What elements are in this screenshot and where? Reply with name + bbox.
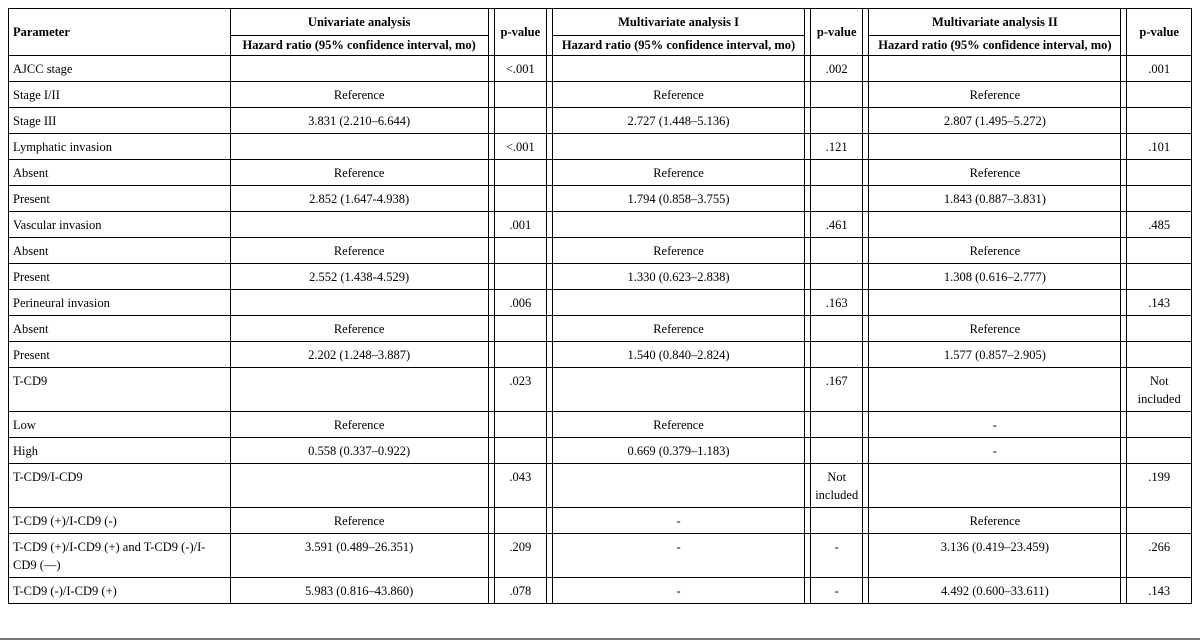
cell-multivariate-1-pvalue: .163 [811, 290, 863, 316]
cell-univariate-hazard-ratio: Reference [230, 508, 488, 534]
cell-multivariate-2-pvalue: .101 [1127, 134, 1192, 160]
cell-univariate-hazard-ratio: 2.852 (1.647-4.938) [230, 186, 488, 212]
cell-parameter: Lymphatic invasion [9, 134, 231, 160]
cell-multivariate-2-pvalue [1127, 342, 1192, 368]
cell-multivariate-1-hazard-ratio: 0.669 (0.379–1.183) [553, 438, 805, 464]
cell-multivariate-2-pvalue [1127, 108, 1192, 134]
cell-multivariate-1-hazard-ratio: - [553, 578, 805, 604]
cell-multivariate-1-pvalue [811, 160, 863, 186]
cell-multivariate-2-hazard-ratio: Reference [869, 160, 1121, 186]
table-row [9, 212, 1192, 238]
cell-multivariate-1-hazard-ratio [553, 212, 805, 238]
page-bottom-rule [0, 638, 1200, 640]
cell-multivariate-2-pvalue: Not included [1127, 368, 1192, 412]
cell-multivariate-2-pvalue: .199 [1127, 464, 1192, 508]
cell-univariate-hazard-ratio [230, 56, 488, 82]
header-parameter: Parameter [9, 9, 231, 56]
table-row [9, 534, 1192, 578]
cell-multivariate-1-hazard-ratio: Reference [553, 160, 805, 186]
cell-univariate-pvalue [494, 264, 546, 290]
cell-multivariate-1-hazard-ratio: - [553, 508, 805, 534]
cell-multivariate-1-pvalue: - [811, 578, 863, 604]
cell-parameter: T-CD9 (+)/I-CD9 (+) and T-CD9 (-)/I-CD9 (—) [9, 534, 231, 578]
cell-univariate-pvalue [494, 508, 546, 534]
cell-parameter: Absent [9, 238, 231, 264]
table-row [9, 290, 1192, 316]
header-multivariate-2-pvalue: p-value [1127, 9, 1192, 56]
cell-univariate-pvalue [494, 238, 546, 264]
table-row [9, 368, 1192, 412]
cell-parameter: Vascular invasion [9, 212, 231, 238]
cell-multivariate-1-hazard-ratio [553, 464, 805, 508]
table-row [9, 186, 1192, 212]
cell-univariate-hazard-ratio: 0.558 (0.337–0.922) [230, 438, 488, 464]
table-body [9, 56, 1192, 604]
cell-parameter: T-CD9 [9, 368, 231, 412]
cell-parameter: Perineural invasion [9, 290, 231, 316]
cell-parameter: Low [9, 412, 231, 438]
cell-univariate-hazard-ratio [230, 212, 488, 238]
cell-multivariate-2-hazard-ratio [869, 56, 1121, 82]
header-multivariate-2: Multivariate analysis II [869, 9, 1121, 36]
cell-multivariate-2-pvalue [1127, 316, 1192, 342]
cell-multivariate-2-pvalue [1127, 264, 1192, 290]
cell-multivariate-1-pvalue [811, 412, 863, 438]
header-multivariate-1-hazard-ratio: Hazard ratio (95% confidence interval, mo) [553, 36, 805, 56]
cell-multivariate-2-pvalue: .266 [1127, 534, 1192, 578]
cell-univariate-pvalue [494, 316, 546, 342]
cell-univariate-hazard-ratio: Reference [230, 412, 488, 438]
cell-multivariate-1-hazard-ratio: Reference [553, 82, 805, 108]
cell-multivariate-2-hazard-ratio: 1.308 (0.616–2.777) [869, 264, 1121, 290]
cell-univariate-pvalue [494, 412, 546, 438]
cell-multivariate-2-hazard-ratio: Reference [869, 238, 1121, 264]
table-row [9, 508, 1192, 534]
cell-parameter: High [9, 438, 231, 464]
cell-multivariate-1-hazard-ratio [553, 56, 805, 82]
cell-multivariate-2-hazard-ratio: 4.492 (0.600–33.611) [869, 578, 1121, 604]
cell-multivariate-1-pvalue [811, 264, 863, 290]
cell-univariate-pvalue [494, 438, 546, 464]
cell-parameter: T-CD9 (+)/I-CD9 (-) [9, 508, 231, 534]
header-multivariate-2-hazard-ratio: Hazard ratio (95% confidence interval, mo) [869, 36, 1121, 56]
cell-univariate-pvalue: .209 [494, 534, 546, 578]
cell-multivariate-1-pvalue: - [811, 534, 863, 578]
cell-parameter: Stage III [9, 108, 231, 134]
cell-multivariate-1-pvalue: .461 [811, 212, 863, 238]
cox-regression-table [8, 8, 1192, 604]
cell-univariate-hazard-ratio: Reference [230, 160, 488, 186]
table-row [9, 412, 1192, 438]
cell-univariate-hazard-ratio [230, 368, 488, 412]
cell-univariate-pvalue: .078 [494, 578, 546, 604]
table-row [9, 160, 1192, 186]
cell-univariate-hazard-ratio: Reference [230, 82, 488, 108]
cell-univariate-hazard-ratio [230, 290, 488, 316]
cell-multivariate-1-hazard-ratio: Reference [553, 316, 805, 342]
cell-univariate-hazard-ratio: 5.983 (0.816–43.860) [230, 578, 488, 604]
cell-multivariate-1-pvalue [811, 108, 863, 134]
table-row [9, 134, 1192, 160]
cell-univariate-hazard-ratio: 3.831 (2.210–6.644) [230, 108, 488, 134]
cell-parameter: T-CD9 (-)/I-CD9 (+) [9, 578, 231, 604]
cell-univariate-hazard-ratio [230, 134, 488, 160]
cell-multivariate-2-pvalue [1127, 238, 1192, 264]
cell-multivariate-1-hazard-ratio: 1.330 (0.623–2.838) [553, 264, 805, 290]
cell-multivariate-2-pvalue: .143 [1127, 578, 1192, 604]
cell-multivariate-1-pvalue: .167 [811, 368, 863, 412]
cell-multivariate-2-hazard-ratio [869, 464, 1121, 508]
cell-multivariate-2-hazard-ratio [869, 368, 1121, 412]
cell-multivariate-1-pvalue [811, 316, 863, 342]
cell-univariate-pvalue [494, 342, 546, 368]
cell-univariate-pvalue [494, 82, 546, 108]
cell-multivariate-2-hazard-ratio: Reference [869, 508, 1121, 534]
cell-multivariate-2-pvalue: .143 [1127, 290, 1192, 316]
results-table-container [8, 8, 1192, 604]
cell-univariate-hazard-ratio: 2.552 (1.438-4.529) [230, 264, 488, 290]
cell-multivariate-2-pvalue: .485 [1127, 212, 1192, 238]
cell-univariate-pvalue: <.001 [494, 134, 546, 160]
cell-parameter: Absent [9, 160, 231, 186]
cell-multivariate-1-hazard-ratio: 1.540 (0.840–2.824) [553, 342, 805, 368]
table-row [9, 438, 1192, 464]
cell-univariate-hazard-ratio: Reference [230, 316, 488, 342]
cell-multivariate-1-hazard-ratio: - [553, 534, 805, 578]
cell-multivariate-1-pvalue [811, 508, 863, 534]
cell-multivariate-1-pvalue: Not included [811, 464, 863, 508]
cell-univariate-hazard-ratio: 3.591 (0.489–26.351) [230, 534, 488, 578]
cell-multivariate-2-pvalue [1127, 438, 1192, 464]
cell-multivariate-1-pvalue: .121 [811, 134, 863, 160]
cell-multivariate-2-hazard-ratio: 3.136 (0.419–23.459) [869, 534, 1121, 578]
cell-univariate-pvalue [494, 108, 546, 134]
cell-multivariate-1-hazard-ratio: 1.794 (0.858–3.755) [553, 186, 805, 212]
cell-univariate-pvalue: .023 [494, 368, 546, 412]
cell-multivariate-2-hazard-ratio [869, 290, 1121, 316]
table-row [9, 264, 1192, 290]
cell-parameter: Stage I/II [9, 82, 231, 108]
cell-multivariate-1-pvalue [811, 438, 863, 464]
header-multivariate-1: Multivariate analysis I [553, 9, 805, 36]
cell-univariate-pvalue: <.001 [494, 56, 546, 82]
cell-multivariate-1-hazard-ratio: Reference [553, 412, 805, 438]
cell-parameter: Present [9, 264, 231, 290]
table-row [9, 316, 1192, 342]
cell-multivariate-2-pvalue: .001 [1127, 56, 1192, 82]
cell-univariate-pvalue [494, 160, 546, 186]
cell-multivariate-2-hazard-ratio: 2.807 (1.495–5.272) [869, 108, 1121, 134]
cell-univariate-pvalue: .006 [494, 290, 546, 316]
cell-multivariate-1-pvalue [811, 186, 863, 212]
cell-multivariate-1-pvalue [811, 238, 863, 264]
cell-multivariate-1-hazard-ratio [553, 134, 805, 160]
cell-univariate-hazard-ratio [230, 464, 488, 508]
cell-multivariate-2-hazard-ratio: - [869, 438, 1121, 464]
table-row [9, 82, 1192, 108]
cell-multivariate-1-hazard-ratio [553, 368, 805, 412]
cell-multivariate-2-hazard-ratio: 1.843 (0.887–3.831) [869, 186, 1121, 212]
cell-multivariate-2-pvalue [1127, 82, 1192, 108]
table-row [9, 238, 1192, 264]
table-row [9, 108, 1192, 134]
cell-multivariate-2-pvalue [1127, 186, 1192, 212]
cell-univariate-pvalue: .001 [494, 212, 546, 238]
header-multivariate-1-pvalue: p-value [811, 9, 863, 56]
cell-parameter: AJCC stage [9, 56, 231, 82]
header-univariate-hazard-ratio: Hazard ratio (95% confidence interval, mo) [230, 36, 488, 56]
cell-multivariate-1-pvalue [811, 82, 863, 108]
cell-multivariate-1-hazard-ratio: Reference [553, 238, 805, 264]
cell-multivariate-1-pvalue: .002 [811, 56, 863, 82]
cell-parameter: Present [9, 186, 231, 212]
cell-multivariate-1-pvalue [811, 342, 863, 368]
cell-univariate-hazard-ratio: 2.202 (1.248–3.887) [230, 342, 488, 368]
cell-parameter: T-CD9/I-CD9 [9, 464, 231, 508]
cell-multivariate-2-hazard-ratio: - [869, 412, 1121, 438]
table-row [9, 56, 1192, 82]
header-univariate-pvalue: p-value [494, 9, 546, 56]
cell-multivariate-2-hazard-ratio [869, 134, 1121, 160]
cell-multivariate-1-hazard-ratio: 2.727 (1.448–5.136) [553, 108, 805, 134]
table-row [9, 464, 1192, 508]
cell-multivariate-2-pvalue [1127, 508, 1192, 534]
header-univariate: Univariate analysis [230, 9, 488, 36]
cell-multivariate-2-hazard-ratio: Reference [869, 82, 1121, 108]
table-row [9, 342, 1192, 368]
cell-parameter: Absent [9, 316, 231, 342]
cell-multivariate-2-hazard-ratio [869, 212, 1121, 238]
cell-multivariate-2-pvalue [1127, 160, 1192, 186]
table-row [9, 578, 1192, 604]
cell-univariate-pvalue [494, 186, 546, 212]
cell-multivariate-2-hazard-ratio: Reference [869, 316, 1121, 342]
cell-multivariate-1-hazard-ratio [553, 290, 805, 316]
cell-univariate-pvalue: .043 [494, 464, 546, 508]
cell-parameter: Present [9, 342, 231, 368]
cell-multivariate-2-pvalue [1127, 412, 1192, 438]
cell-univariate-hazard-ratio: Reference [230, 238, 488, 264]
cell-multivariate-2-hazard-ratio: 1.577 (0.857–2.905) [869, 342, 1121, 368]
